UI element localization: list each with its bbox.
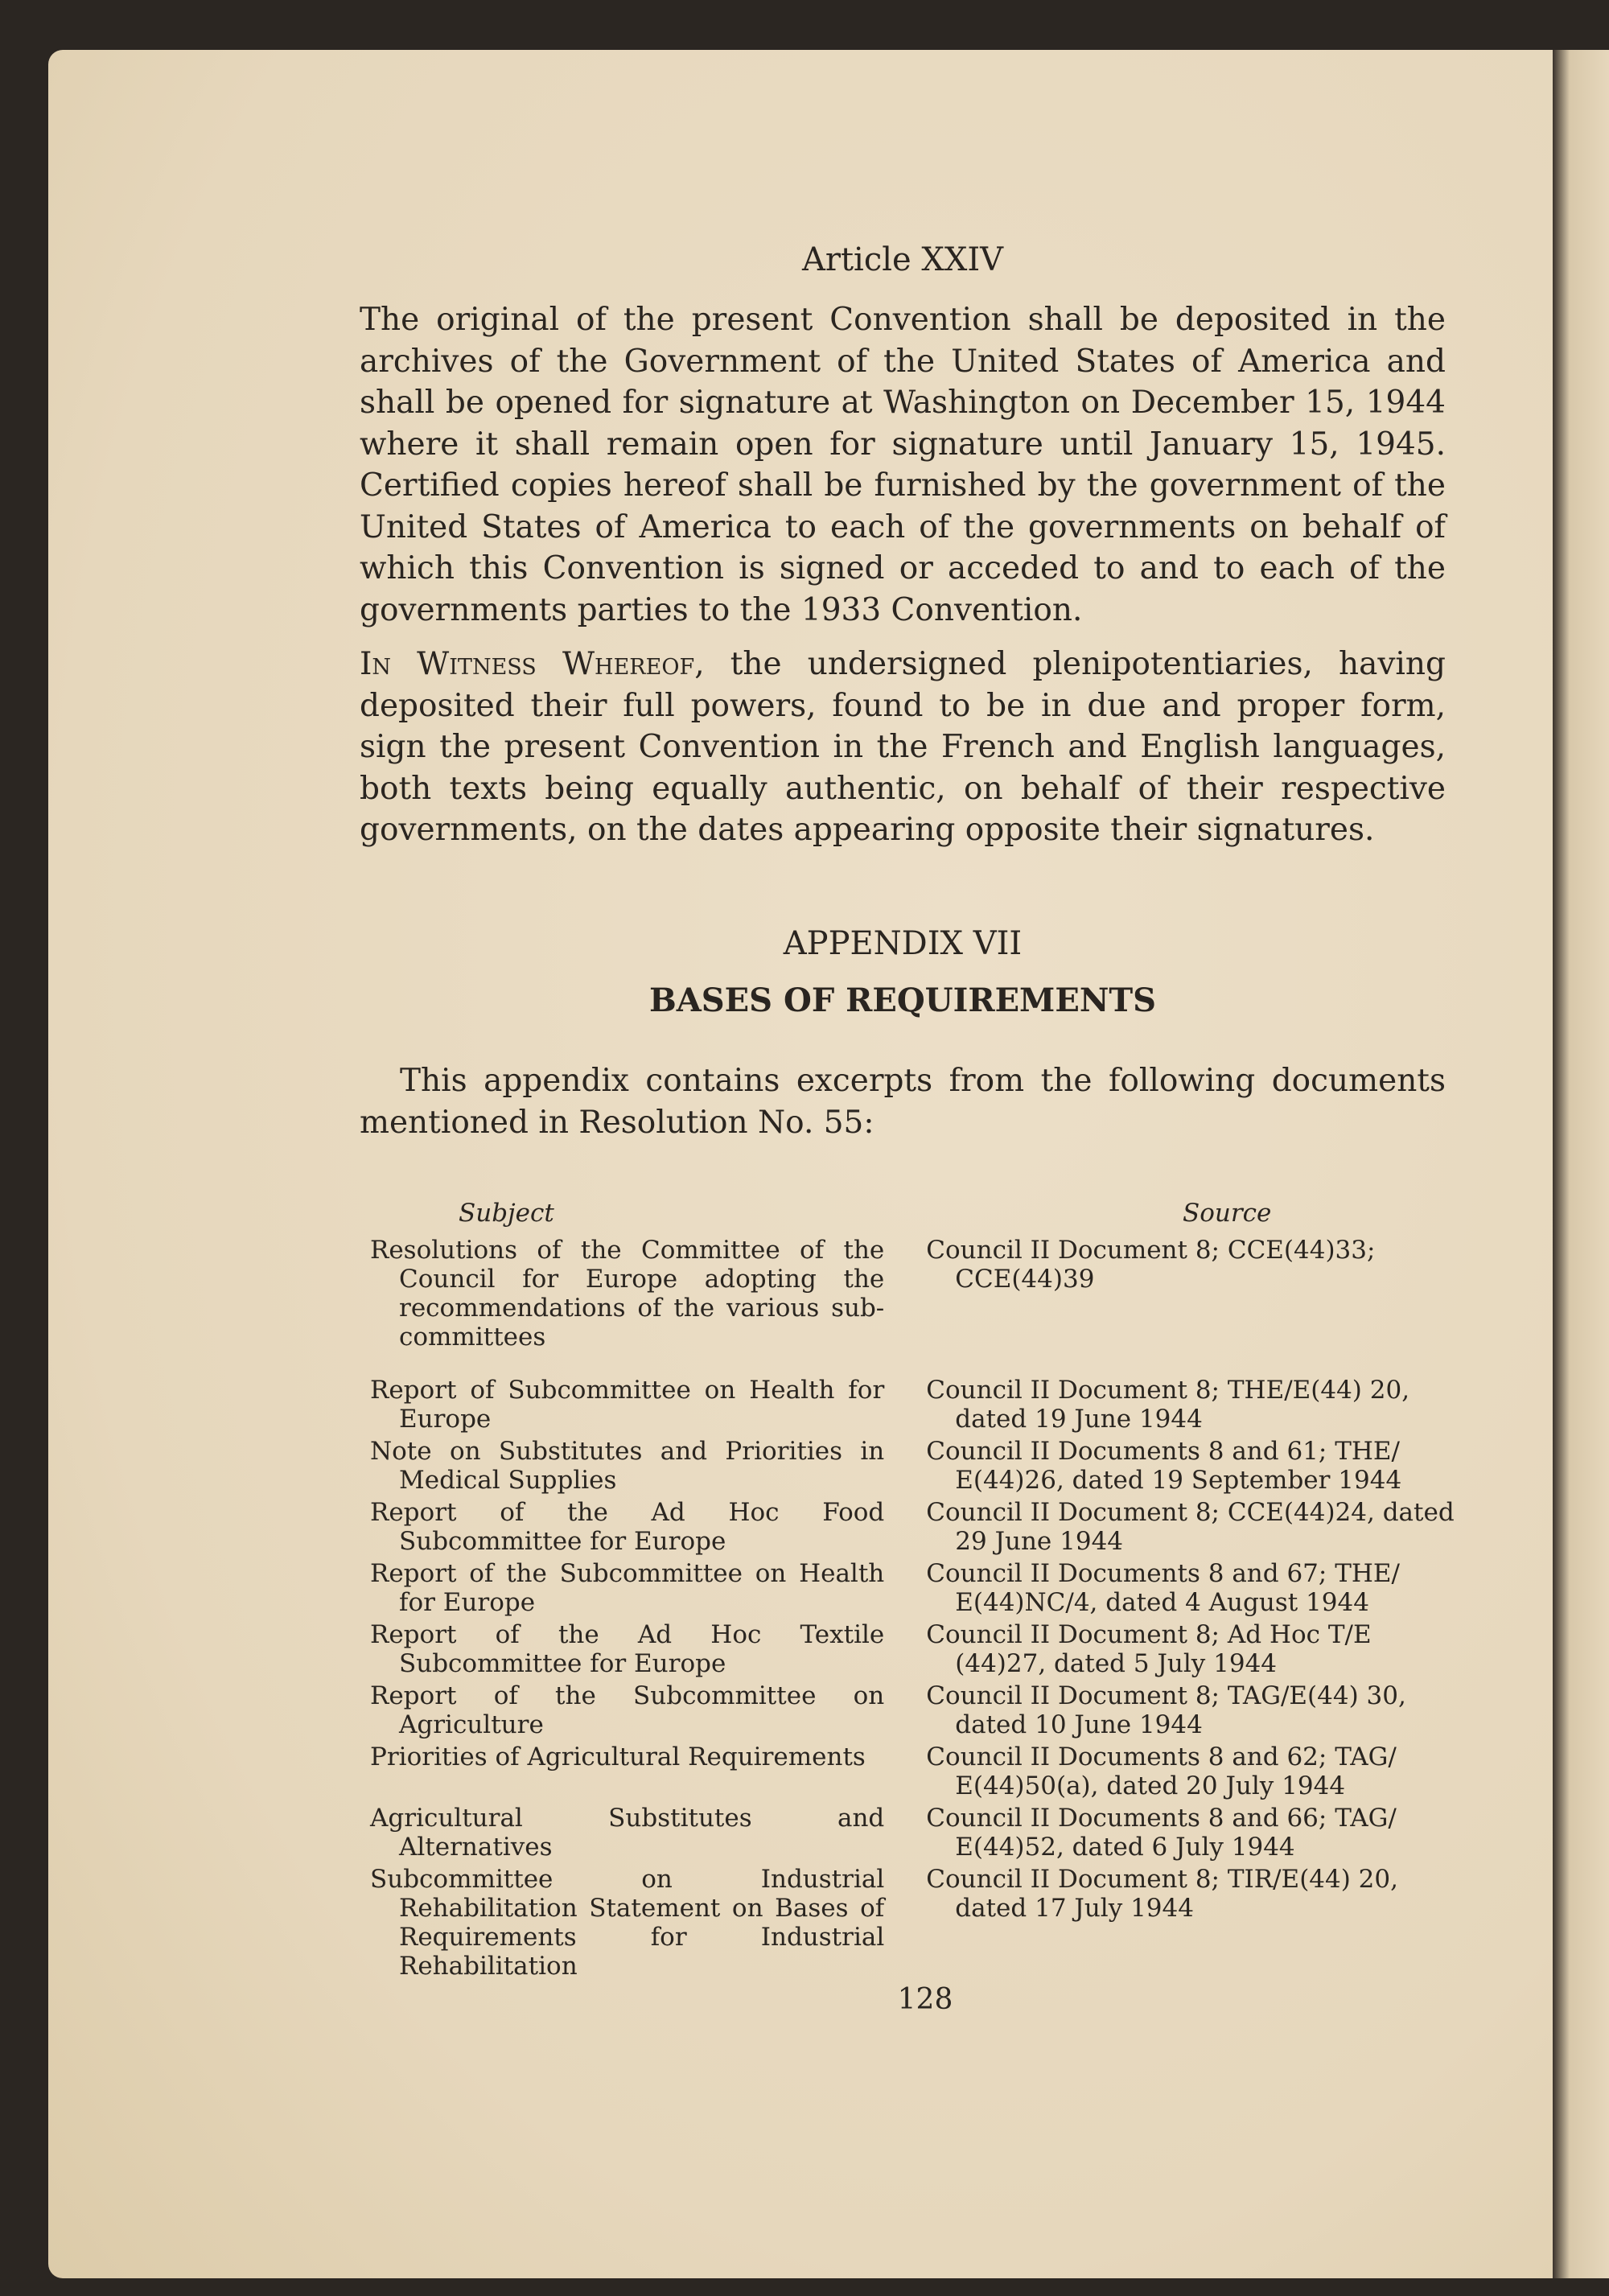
source-cell: Council II Document 8; Ad Hoc T/E (44)27, dated 5 July 1944 [926, 1620, 1372, 1678]
source-cell: Council II Documents 8 and 67; THE/ E(44)NC/4, dated 4 August 1944 [926, 1559, 1400, 1617]
subject-cell: Subcommittee on Industrial Rehabilitation Statement on Bases of Requirements for Industrial Rehabilitation [370, 1865, 885, 1981]
source-cell: Council II Document 8; THE/E(44) 20, dated 19 June 1944 [926, 1376, 1410, 1434]
page-number: 128 [897, 1983, 953, 2016]
table-row [370, 1743, 1464, 1800]
subject-cell: Note on Substitutes and Priorities in Medical Supplies [370, 1437, 885, 1495]
witness-lead: In Witness Whereof, [360, 646, 705, 682]
appendix-subtitle: BASES OF REQUIREMENTS [648, 981, 1157, 1019]
source-cell: Council II Document 8; TAG/E(44) 30, dated 10 June 1944 [926, 1681, 1406, 1739]
table-row [370, 1559, 1464, 1617]
source-cell: Council II Document 8; TIR/E(44) 20, dated 17 July 1944 [926, 1865, 1398, 1923]
table-row [370, 1865, 1464, 1981]
subject-cell: Report of Subcommittee on Health for Europe [370, 1376, 885, 1434]
article-paragraph-2 [360, 644, 1446, 851]
table-row [370, 1681, 1464, 1739]
appendix-title: APPENDIX VII [783, 925, 1023, 962]
subject-cell: Report of the Ad Hoc Food Subcommittee for Europe [370, 1498, 885, 1556]
article-title: Article XXIV [801, 241, 1004, 278]
source-cell: Council II Documents 8 and 62; TAG/ E(44)50(a), dated 20 July 1944 [926, 1743, 1397, 1800]
table-row [370, 1376, 1464, 1434]
subject-header: Subject [459, 1199, 554, 1228]
table-row [370, 1804, 1464, 1862]
subject-cell: Priorities of Agricultural Requirements [370, 1743, 866, 1771]
table-row [370, 1620, 1464, 1678]
table-row [370, 1236, 1464, 1352]
witness-text: the undersigned plenipotentiaries, having deposited their full powers, found to be in due and proper form, sign the present Convention in the French and English languages, both texts being equally authentic, on behalf of their respective governments, on the dates appearing opposite their signatures. [360, 646, 1446, 848]
subject-cell: Report of the Ad Hoc Textile Subcommittee for Europe [370, 1620, 885, 1678]
subject-cell: Resolutions of the Committee of the Council for Europe adopting the recommendations of the various sub-committees [370, 1236, 885, 1352]
table-row [370, 1437, 1464, 1495]
requirements-table [370, 1199, 1464, 1984]
appendix-intro: This appendix contains excerpts from the following documents mentioned in Resolution No. 55: [360, 1063, 1446, 1141]
source-cell: Council II Document 8; CCE(44)33; CCE(44)39 [926, 1236, 1376, 1294]
source-header: Source [1183, 1199, 1272, 1228]
source-cell: Council II Documents 8 and 61; THE/ E(44)26, dated 19 September 1944 [926, 1437, 1402, 1495]
table-row [370, 1498, 1464, 1556]
subject-cell: Report of the Subcommittee on Agriculture [370, 1681, 885, 1739]
source-cell: Council II Documents 8 and 66; TAG/ E(44)52, dated 6 July 1944 [926, 1804, 1397, 1862]
article-paragraph-1: The original of the present Convention shall be deposited in the archives of the Government of the United States of America and shall be opened for signature at Washington on December 15, 1944 where it shall remain open for signature until January 15, 1945. Certified copies hereof shall be furnished by the government of the United States of America to each of the governments on behalf of which this Convention is signed or acceded to and to each of the governments parties to the 1933 Convention. [360, 302, 1446, 628]
table-header [370, 1199, 1464, 1228]
subject-cell: Report of the Subcommittee on Health for Europe [370, 1559, 885, 1617]
facing-page-edge [1553, 50, 1609, 2278]
subject-cell: Agricultural Substitutes and Alternatives [370, 1804, 885, 1862]
source-cell: Council II Document 8; CCE(44)24, dated 29 June 1944 [926, 1498, 1455, 1556]
